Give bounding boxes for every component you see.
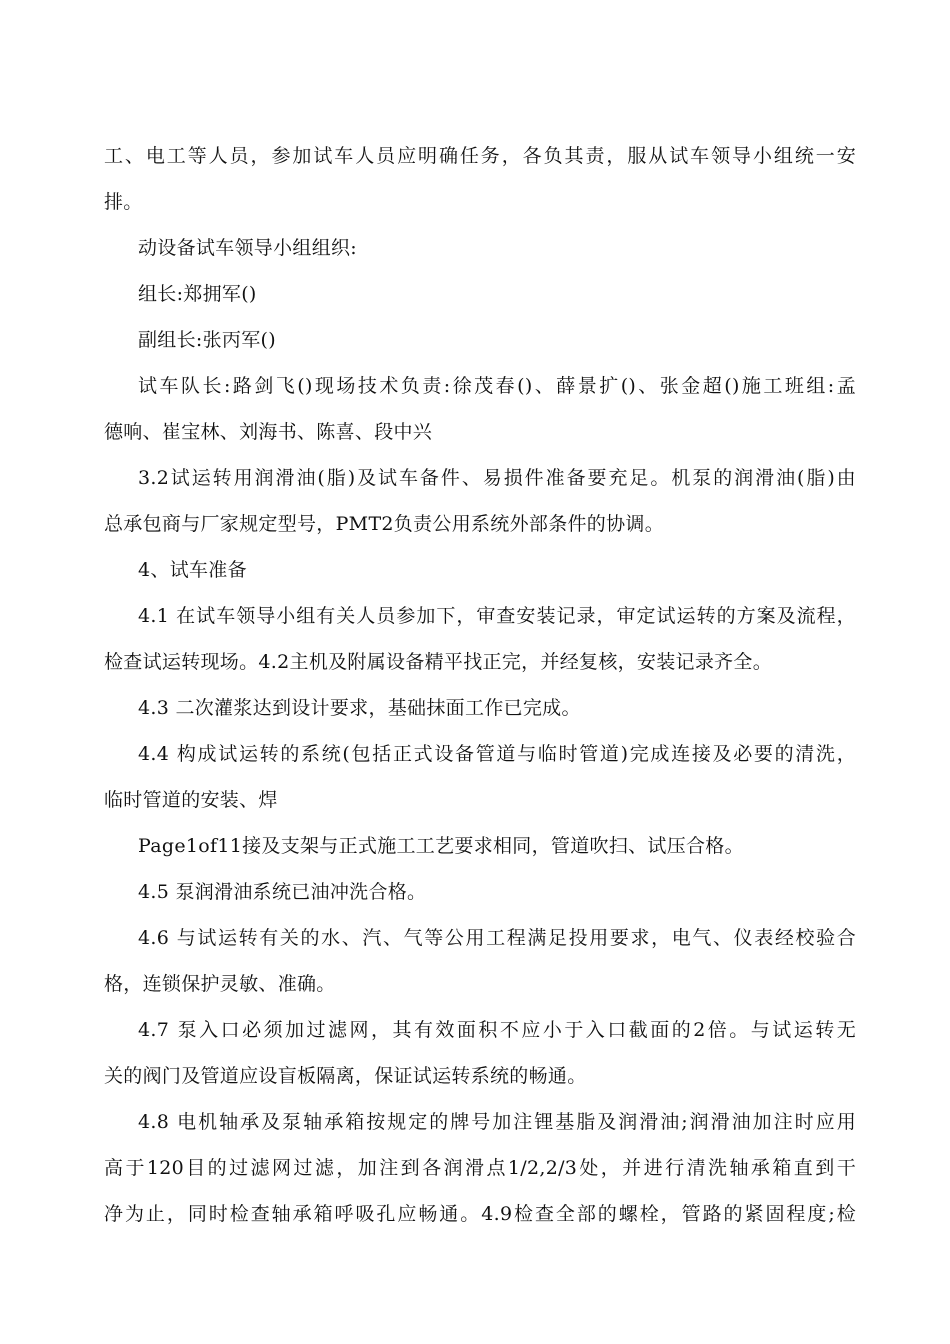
paragraph <box>104 133 856 225</box>
text-line: 组长:郑拥军() <box>138 283 257 305</box>
paragraph <box>104 1099 856 1237</box>
text-line: 关的阀门及管道应设盲板隔离，保证试运转系统的畅通。 <box>104 1065 587 1087</box>
text-line: 动设备试车领导小组组织: <box>138 237 358 259</box>
paragraph <box>104 1007 856 1099</box>
text-line: 德响、崔宝林、刘海书、陈喜、段中兴 <box>104 421 433 443</box>
text-line: 4.6 与试运转有关的水、汽、气等公用工程满足投用要求，电气、仪表经校验合 <box>138 927 856 949</box>
paragraph <box>104 685 856 731</box>
paragraph <box>104 547 856 593</box>
text-line: 格，连锁保护灵敏、准确。 <box>104 973 336 995</box>
paragraph <box>104 317 856 363</box>
section-heading: 4、试车准备 <box>138 559 247 581</box>
paragraph <box>104 225 856 271</box>
text-line: Page1of11接及支架与正式施工工艺要求相同，管道吹扫、试压合格。 <box>138 835 744 857</box>
paragraph <box>104 363 856 455</box>
text-line: 高于120目的过滤网过滤，加注到各润滑点1/2,2/3处，并进行清洗轴承箱直到干 <box>104 1157 856 1179</box>
paragraph <box>104 731 856 823</box>
text-line: 4.3 二次灌浆达到设计要求，基础抹面工作已完成。 <box>138 697 581 719</box>
text-line: 4.5 泵润滑油系统已油冲洗合格。 <box>138 881 427 903</box>
paragraph <box>104 593 856 685</box>
paragraph <box>104 823 856 869</box>
paragraph <box>104 271 856 317</box>
body-text <box>104 133 856 1237</box>
text-line: 4.8 电机轴承及泵轴承箱按规定的牌号加注锂基脂及润滑油;润滑油加注时应用 <box>138 1111 856 1133</box>
paragraph <box>104 915 856 1007</box>
text-line: 3.2试运转用润滑油(脂)及试车备件、易损件准备要充足。机泵的润滑油(脂)由 <box>138 467 856 489</box>
paragraph <box>104 455 856 547</box>
text-line: 排。 <box>104 191 143 213</box>
text-line: 试车队长:路剑飞()现场技术负责:徐茂春()、薛景扩()、张金超()施工班组:孟 <box>138 375 856 397</box>
text-line: 4.7 泵入口必须加过滤网，其有效面积不应小于入口截面的2倍。与试运转无 <box>138 1019 856 1041</box>
text-line: 4.4 构成试运转的系统(包括正式设备管道与临时管道)完成连接及必要的清洗， <box>138 743 856 765</box>
text-line: 临时管道的安装、焊 <box>104 789 278 811</box>
text-line: 工、电工等人员，参加试车人员应明确任务，各负其责，服从试车领导小组统一安 <box>104 145 856 167</box>
text-line: 副组长:张丙军() <box>138 329 276 351</box>
text-line: 净为止，同时检查轴承箱呼吸孔应畅通。4.9检查全部的螺栓，管路的紧固程度;检 <box>104 1203 856 1225</box>
text-line: 4.1 在试车领导小组有关人员参加下，审查安装记录，审定试运转的方案及流程， <box>138 605 856 627</box>
text-line: 检查试运转现场。4.2主机及附属设备精平找正完，并经复核，安装记录齐全。 <box>104 651 773 673</box>
paragraph <box>104 869 856 915</box>
text-line: 总承包商与厂家规定型号，PMT2负责公用系统外部条件的协调。 <box>104 513 665 535</box>
